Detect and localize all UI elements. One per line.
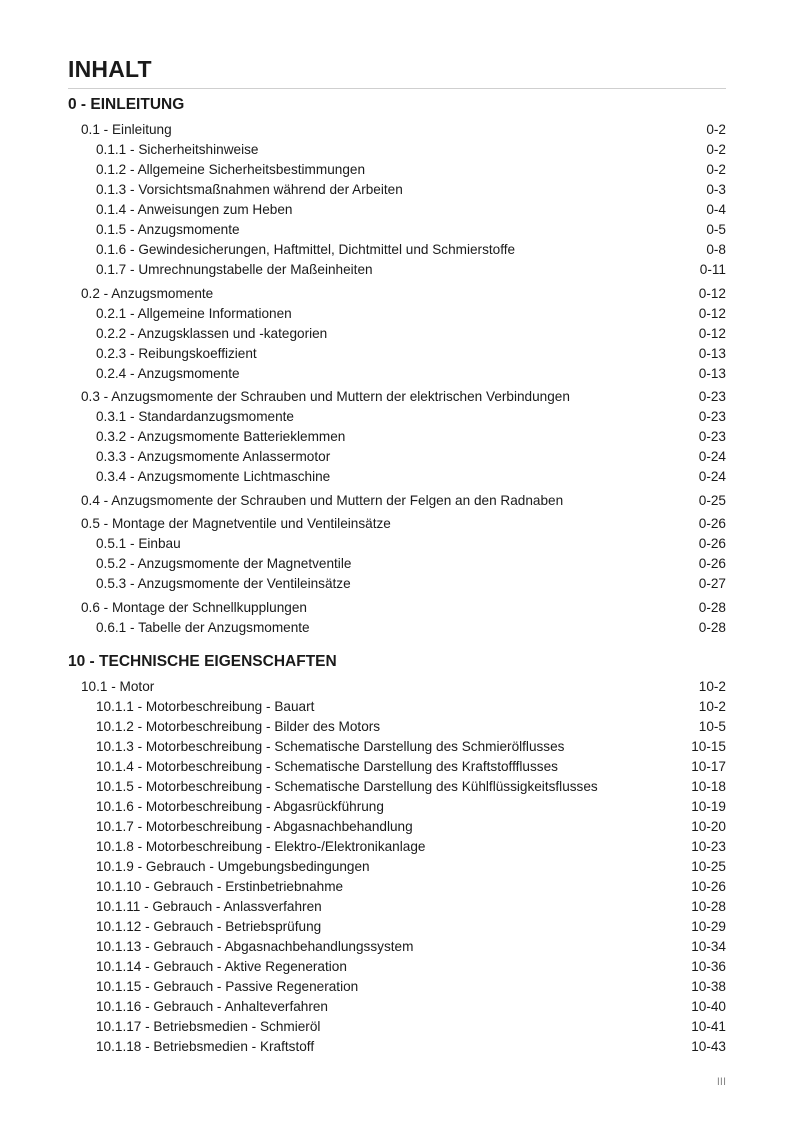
toc-entry-title: 0.5.3 - Anzugsmomente der Ventileinsätze [96,576,351,591]
page-title: INHALT [68,56,152,82]
toc-entry-title: 10.1.7 - Motorbeschreibung - Abgasnachbehandlung [96,819,413,834]
toc-entry-title: 10.1.2 - Motorbeschreibung - Bilder des Motors [96,719,381,734]
toc-subsection-entry[interactable] [96,574,726,594]
title-divider [68,88,726,89]
toc-entry-title: 0.1.6 - Gewindesicherungen, Haftmittel, Dichtmittel und Schmierstoffe [96,242,516,257]
toc-subsection-entry[interactable] [96,897,726,917]
toc-entry-title: 10.1.9 - Gebrauch - Umgebungsbedingungen [96,859,370,874]
toc-entry-page: 0-2 [706,162,726,177]
toc-entry-page: 0-2 [706,142,726,157]
toc-entry-page: 10-18 [691,779,726,794]
toc-section-entry[interactable] [81,598,726,618]
toc-subsection-entry[interactable] [96,534,726,554]
toc-entry-page: 10-19 [691,799,726,814]
toc-entry-page: 10-29 [691,919,726,934]
toc-entry-title: 0.6 - Montage der Schnellkupplungen [81,599,307,615]
toc-subsection-entry[interactable] [96,427,726,447]
toc-entry-page: 0-13 [698,365,726,381]
toc-subsection-entry[interactable] [96,554,726,574]
toc-subsection-entry[interactable] [96,407,726,427]
toc-entry-title: 0.4 - Anzugsmomente der Schrauben und Muttern der Felgen an den Radnaben [81,492,564,508]
toc-entry-title: 0.5.2 - Anzugsmomente der Magnetventile [96,556,352,571]
toc-entry-page: 10-2 [698,699,726,714]
toc-subsection-entry[interactable] [96,240,726,260]
toc-subsection-entry[interactable] [96,857,726,877]
toc-entry-page: 0-12 [698,305,726,321]
toc-entry-title: 0.3 - Anzugsmomente der Schrauben und Muttern der elektrischen Verbindungen [81,389,570,404]
toc-subsection-entry[interactable] [96,757,726,777]
toc-entry-title: 0.2.3 - Reibungskoeffizient [96,345,257,361]
toc-entry-page: 10-15 [691,739,726,754]
toc-entry-page: 10-17 [691,759,726,774]
toc-entry-page: 10-41 [691,1019,726,1034]
toc-subsection-entry[interactable] [96,1037,726,1057]
toc-subsection-entry[interactable] [96,220,726,240]
toc-entry-title: 10.1.11 - Gebrauch - Anlassverfahren [96,899,322,914]
toc-section-entry[interactable] [81,491,726,511]
toc-entry-page: 0-26 [698,556,726,571]
toc-entry-title: 0.3.1 - Standardanzugsmomente [96,409,294,424]
toc-entry-page: 0-25 [698,492,726,508]
toc-entry-title: 10.1.13 - Gebrauch - Abgasnachbehandlungssystem [96,939,414,954]
toc-entry-title: 0.2.2 - Anzugsklassen und -kategorien [96,325,328,341]
toc-subsection-entry[interactable] [96,200,726,220]
toc-entry-title: 0.6.1 - Tabelle der Anzugsmomente [96,619,310,635]
toc-entry-title: 0.2.1 - Allgemeine Informationen [96,305,292,321]
toc-entry-title: 0.5.1 - Einbau [96,536,181,551]
chapter-heading: 0 - EINLEITUNG [68,96,185,113]
toc-entry-page: 0-12 [698,325,726,341]
toc-subsection-entry[interactable] [96,344,726,364]
toc-subsection-entry[interactable] [96,957,726,977]
toc-entry-title: 10.1.16 - Gebrauch - Anhalteverfahren [96,999,328,1014]
footer-page-number: III [716,1076,726,1088]
toc-entry-title: 10.1.10 - Gebrauch - Erstinbetriebnahme [96,879,344,894]
toc-entry-title: 10.1.3 - Motorbeschreibung - Schematische Darstellung des Schmierölflusses [96,739,565,754]
toc-entry-page: 10-38 [691,979,726,994]
chapter-heading: 10 - TECHNISCHE EIGENSCHAFTEN [68,653,337,670]
toc-subsection-entry[interactable] [96,324,726,344]
toc-section-entry[interactable] [81,120,726,140]
toc-subsection-entry[interactable] [96,837,726,857]
toc-subsection-entry[interactable] [96,1017,726,1037]
toc-entry-page: 0-4 [706,202,726,217]
toc-subsection-entry[interactable] [96,917,726,937]
toc-entry-title: 0.1 - Einleitung [81,122,172,137]
toc-subsection-entry[interactable] [96,697,726,717]
toc-entry-page: 10-36 [691,959,726,974]
toc-subsection-entry[interactable] [96,467,726,487]
toc-entry-page: 0-24 [698,469,726,484]
toc-entry-page: 0-3 [706,182,726,197]
toc-entry-title: 10.1.5 - Motorbeschreibung - Schematische Darstellung des Kühlflüssigkeitsflusses [96,779,598,794]
toc-entry-page: 0-12 [698,285,726,301]
toc-subsection-entry[interactable] [96,717,726,737]
toc-entry-title: 0.1.1 - Sicherheitshinweise [96,142,259,157]
toc-entry-page: 0-8 [706,242,726,257]
toc-entry-page: 0-23 [698,409,726,424]
toc-subsection-entry[interactable] [96,817,726,837]
toc-entry-page: 0-11 [699,262,726,277]
toc-entry-title: 10.1.8 - Motorbeschreibung - Elektro-/Elektronikanlage [96,839,426,854]
toc-subsection-entry[interactable] [96,180,726,200]
toc-entry-page: 10-43 [691,1039,726,1054]
toc-entry-title: 0.3.3 - Anzugsmomente Anlassermotor [96,449,331,464]
toc-entry-page: 0-23 [698,389,726,404]
toc-entry-page: 0-28 [698,619,726,635]
toc-entry-page: 10-2 [698,679,726,694]
toc-subsection-entry[interactable] [96,777,726,797]
toc-subsection-entry[interactable] [96,877,726,897]
toc-entry-title: 0.2.4 - Anzugsmomente [96,365,240,381]
toc-subsection-entry[interactable] [96,447,726,467]
toc-subsection-entry[interactable] [96,937,726,957]
toc-entry-page: 0-27 [698,576,726,591]
toc-entry-page: 10-25 [691,859,726,874]
toc-entry-page: 10-34 [691,939,726,954]
toc-section-entry[interactable] [81,284,726,304]
toc-entry-page: 0-26 [698,516,726,531]
toc-section-entry[interactable] [81,677,726,697]
toc-entry-page: 0-24 [698,449,726,464]
toc-subsection-entry[interactable] [96,140,726,160]
toc-entry-title: 0.2 - Anzugsmomente [81,285,214,301]
toc-entry-page: 10-5 [698,719,726,734]
toc-entry-title: 10.1.15 - Gebrauch - Passive Regeneration [96,979,359,994]
toc-entry-title: 10.1 - Motor [81,679,155,694]
toc-entry-page: 0-28 [698,599,726,615]
toc-subsection-entry[interactable] [96,737,726,757]
toc-subsection-entry[interactable] [96,797,726,817]
toc-entry-title: 10.1.12 - Gebrauch - Betriebsprüfung [96,919,322,934]
toc-entry-title: 10.1.14 - Gebrauch - Aktive Regeneration [96,959,347,974]
toc-entry-page: 10-26 [691,879,726,894]
toc-entry-page: 10-23 [691,839,726,854]
toc-entry-page: 10-28 [691,899,726,914]
toc-entry-title: 0.1.5 - Anzugsmomente [96,222,240,237]
toc-subsection-entry[interactable] [96,160,726,180]
toc-entry-title: 10.1.4 - Motorbeschreibung - Schematische Darstellung des Kraftstoffflusses [96,759,558,774]
toc-entry-page: 0-5 [706,222,726,237]
toc-entry-title: 10.1.17 - Betriebsmedien - Schmieröl [96,1019,321,1034]
toc-entry-title: 0.1.4 - Anweisungen zum Heben [96,202,293,217]
toc-entry-title: 10.1.1 - Motorbeschreibung - Bauart [96,699,315,714]
toc-entry-page: 10-40 [691,999,726,1014]
toc-subsection-entry[interactable] [96,304,726,324]
toc-subsection-entry[interactable] [96,260,726,280]
toc-entry-title: 10.1.6 - Motorbeschreibung - Abgasrückführung [96,799,384,814]
toc-subsection-entry[interactable] [96,618,726,638]
toc-entry-title: 0.5 - Montage der Magnetventile und Ventileinsätze [81,516,391,531]
toc-subsection-entry[interactable] [96,364,726,384]
toc-section-entry[interactable] [81,514,726,534]
toc-subsection-entry[interactable] [96,997,726,1017]
toc-entry-title: 0.1.2 - Allgemeine Sicherheitsbestimmungen [96,162,366,177]
toc-entry-page: 0-23 [698,429,726,444]
toc-section-entry[interactable] [81,387,726,407]
toc-entry-title: 0.1.7 - Umrechnungstabelle der Maßeinheiten [96,262,373,277]
toc-entry-title: 10.1.18 - Betriebsmedien - Kraftstoff [96,1039,315,1054]
toc-entry-page: 0-2 [706,122,726,137]
toc-entry-page: 0-26 [698,536,726,551]
toc-entry-page: 0-13 [698,345,726,361]
toc-entry-title: 0.3.2 - Anzugsmomente Batterieklemmen [96,429,346,444]
toc-entry-page: 10-20 [691,819,726,834]
toc-subsection-entry[interactable] [96,977,726,997]
toc-entry-title: 0.1.3 - Vorsichtsmaßnahmen während der Arbeiten [96,182,403,197]
toc-entry-title: 0.3.4 - Anzugsmomente Lichtmaschine [96,469,331,484]
